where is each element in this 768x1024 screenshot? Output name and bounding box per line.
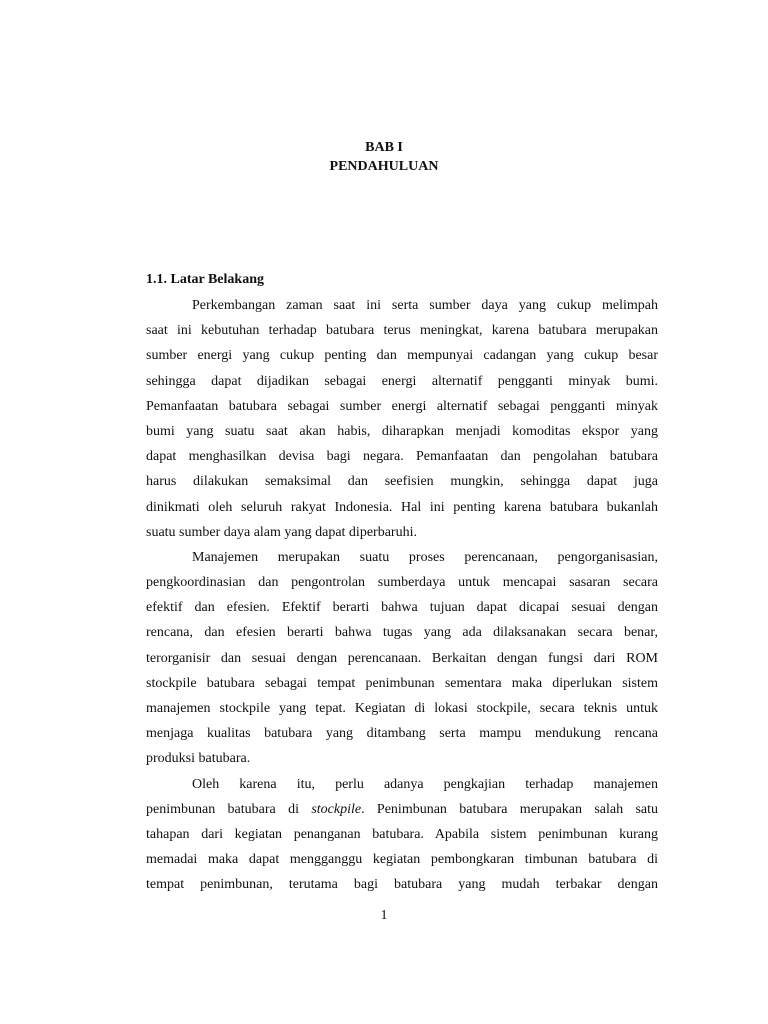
italic-term: stockpile (311, 801, 362, 817)
text-line: Manajemen merupakan suatu proses perencanaan, pengorganisasian, (192, 549, 658, 565)
text-line: pengkoordinasian dan pengontrolan sumberdaya untuk mencapai sasaran secara (146, 575, 658, 591)
paragraph-3 (146, 772, 658, 898)
chapter-heading (0, 138, 768, 176)
text-line: bumi yang suatu saat akan habis, diharapkan menjadi komoditas ekspor yang (146, 423, 658, 439)
text-line: saat ini kebutuhan terhadap batubara terus meningkat, karena batubara merupakan (146, 323, 658, 339)
text-line: dinikmati oleh seluruh rakyat Indonesia. Hal ini penting karena batubara bukanlah (146, 499, 658, 515)
section-heading: 1.1. Latar Belakang (146, 272, 264, 287)
text-line: rencana, dan efesien berarti bahwa tugas yang ada dilaksanakan secara benar, (146, 625, 658, 641)
text-line: manajemen stockpile yang tepat. Kegiatan di lokasi stockpile, secara teknis untuk (146, 701, 658, 716)
text-line: memadai maka dapat mengganggu kegiatan pembongkaran timbunan batubara di (146, 852, 658, 868)
text-line: Pemanfaatan batubara sebagai sumber energi alternatif sebagai pengganti minyak (146, 398, 658, 414)
text-line: efektif dan efesien. Efektif berarti bahwa tujuan dapat dicapai sesuai dengan (146, 600, 658, 616)
text-line: dapat menghasilkan devisa bagi negara. Pemanfaatan dan pengolahan batubara (146, 449, 658, 465)
text-line: Oleh karena itu, perlu adanya pengkajian terhadap manajemen (192, 776, 658, 792)
chapter-title: PENDAHULUAN (329, 159, 439, 174)
text-fragment: . Penimbunan batubara merupakan salah satu (361, 801, 658, 817)
page-number: 1 (380, 908, 388, 923)
text-line: sehingga dapat dijadikan sebagai energi alternatif pengganti minyak bumi. (146, 373, 658, 389)
text-line: Perkembangan zaman saat ini serta sumber daya yang cukup melimpah (192, 298, 658, 313)
paragraph-1 (146, 293, 658, 545)
text-line: sumber energi yang cukup penting dan mempunyai cadangan yang cukup besar (146, 348, 658, 364)
text-line: harus dilakukan semaksimal dan seefisien mungkin, sehingga dapat juga (146, 474, 658, 490)
text-line: tahapan dari kegiatan penanganan batubara. Apabila sistem penimbunan kurang (146, 826, 658, 842)
text-line: menjaga kualitas batubara yang ditambang serta mampu mendukung rencana (146, 726, 658, 742)
text-fragment: penimbunan batubara di (146, 801, 312, 817)
text-line: suatu sumber daya alam yang dapat diperbaruhi. (146, 524, 417, 540)
text-line: terorganisir dan sesuai dengan perencanaan. Berkaitan dengan fungsi dari ROM (146, 650, 658, 666)
chapter-label: BAB I (365, 140, 403, 155)
text-line: produksi batubara. (146, 751, 251, 767)
paragraph-2 (146, 545, 658, 772)
text-line: tempat penimbunan, terutama bagi batubara yang mudah terbakar dengan (146, 877, 658, 893)
text-line (146, 797, 658, 822)
body-text (146, 293, 658, 898)
text-line: stockpile batubara sebagai tempat penimbunan sementara maka diperlukan sistem (146, 675, 658, 691)
